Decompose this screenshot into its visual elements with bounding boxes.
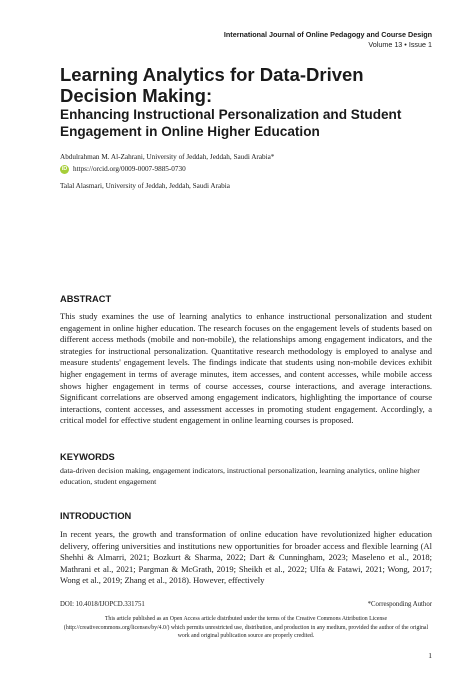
abstract-heading: ABSTRACT xyxy=(60,294,112,304)
abstract-text: This study examines the use of learning analytics to enhance instructional personalization and student engagement in online higher education. The research focuses on the engagement levels of students based on different access methods (mobile and non-mobile), the relationships among engagement indicators, and the strategies for instructional personalization. Quantitative research methodology is employed to analyse and measure students' engagement levels. The findings indicate that students using non-mobile devices exhibit higher engagement in terms of average minutes, item accesses, and content accesses, while mobile access shows higher engagement in terms of course accesses, course interactions, and average interactions. Significant correlations are observed among engagement indicators, highlighting the importance of course interactions, content accesses, and assessment accesses in promoting student engagement. Accordingly, a critical model for effective student engagement in online learning courses is proposed. xyxy=(60,311,432,426)
introduction-heading: INTRODUCTION xyxy=(60,511,132,521)
author-1: Abdulrahman M. Al-Zahrani, University of Jeddah, Jeddah, Saudi Arabia* xyxy=(60,153,275,161)
corresponding-author-note: *Corresponding Author xyxy=(367,601,432,608)
orcid-line xyxy=(60,164,186,174)
journal-name: International Journal of Online Pedagogy and Course Design xyxy=(223,30,432,39)
journal-header xyxy=(224,30,432,50)
article-subtitle: Enhancing Instructional Personalization and Student Engagement in Online Higher Education xyxy=(60,107,402,139)
journal-issue: Volume 13 • Issue 1 xyxy=(368,40,432,49)
orcid-icon: iD xyxy=(61,166,68,172)
keywords-text: data-driven decision making, engagement indicators, instructional personalization, learning analytics, online higher education, student engagement xyxy=(60,466,420,486)
keywords-heading: KEYWORDS xyxy=(60,452,115,462)
orcid-link[interactable]: https://orcid.org/0009-0007-9885-0730 xyxy=(73,165,186,173)
license-notice: This article published as an Open Access article distributed under the terms of the Creative Commons Attribution License (http://creativecommons.org/licenses/by/4.0/) which permits unrestricted use, distribution, and production in any medium, provided the author of the original work and original publication source are properly credited. xyxy=(63,616,429,640)
page-number: 1 xyxy=(428,651,432,660)
article-title: Learning Analytics for Data-Driven Decision Making: xyxy=(60,64,364,106)
doi[interactable]: DOI: 10.4018/IJOPCD.331751 xyxy=(60,601,145,608)
author-2: Talal Alasmari, University of Jeddah, Jeddah, Saudi Arabia xyxy=(60,182,230,190)
introduction-text: In recent years, the growth and transformation of online education have revolutionized higher education delivery, offering universities and institutions new opportunities for broader access and flexible learning (Al Shehhi & Almarri, 2021; Bozkurt & Sharma, 2022; Dart & Cunningham, 2023; Maseleno et al., 2018; Mathrani et al., 2021; Pargman & McGrath, 2019; Sheikh et al., 2022; Ulfa & Fatawi, 2021; Wong, 2017; Wong et al., 2019; Zhang et al., 2018). However, effectively xyxy=(60,529,432,586)
